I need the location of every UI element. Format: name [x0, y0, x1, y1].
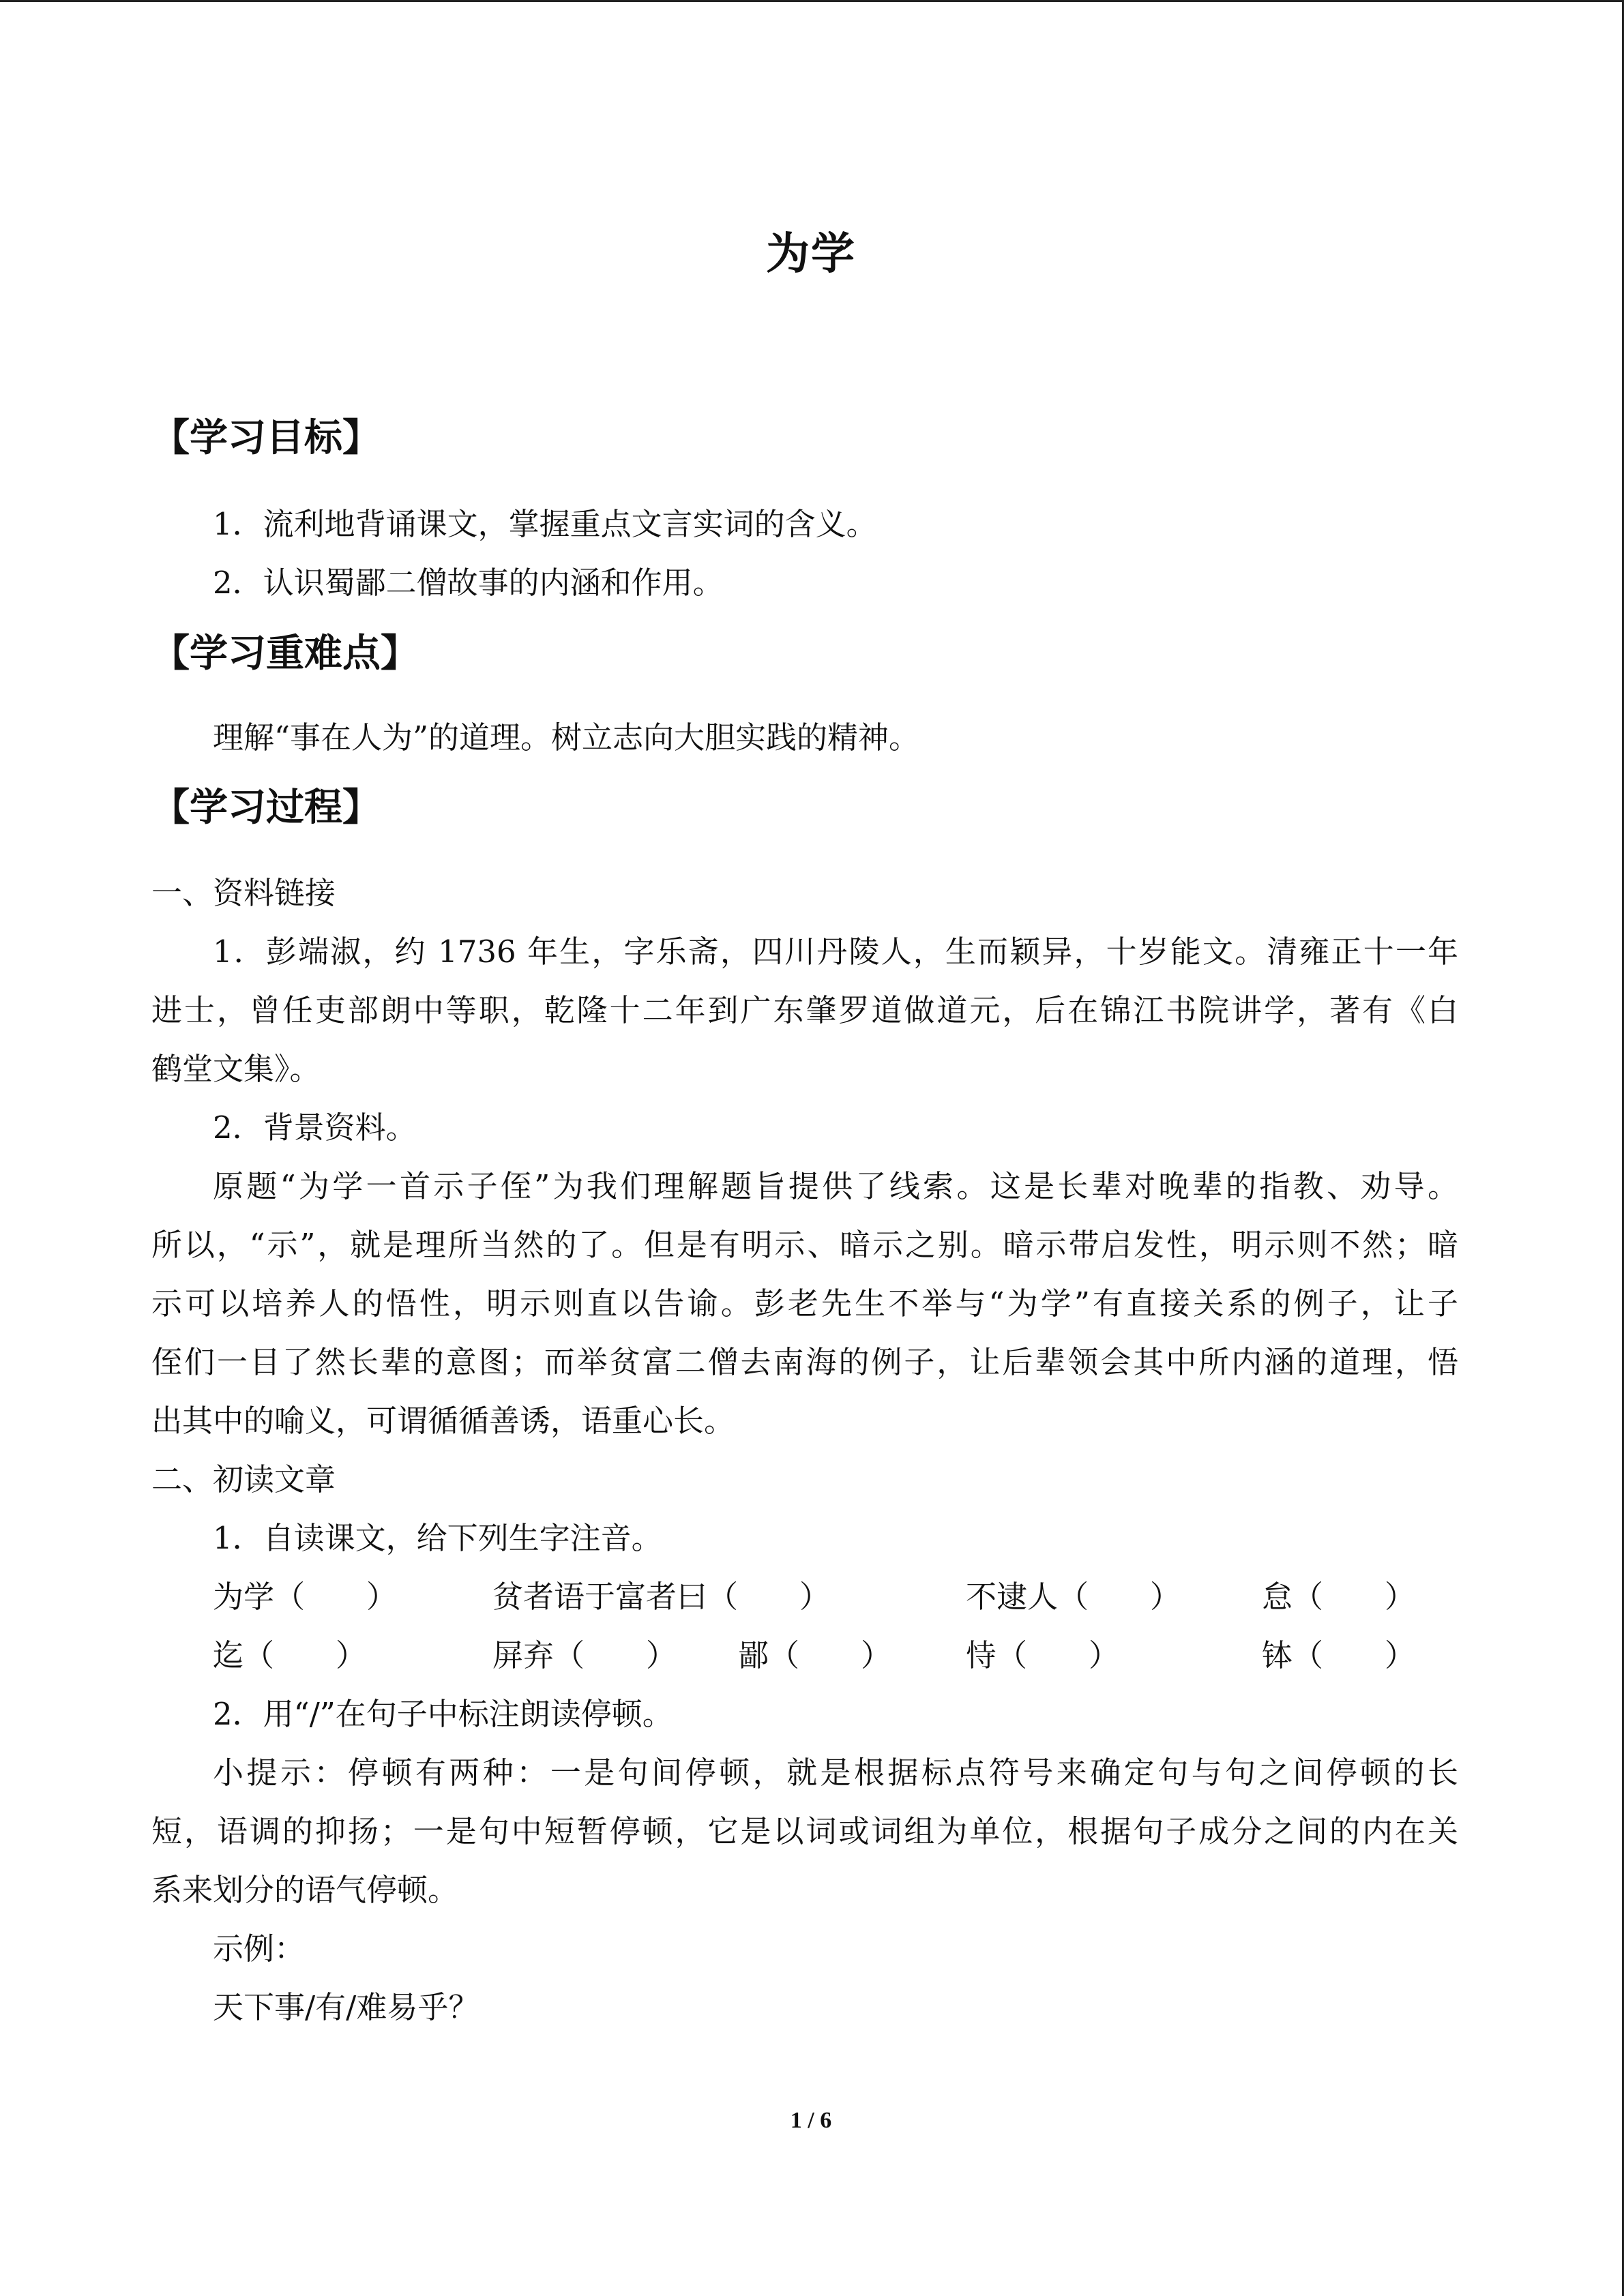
- list-item: 1．自读课文，给下列生字注音。: [213, 1520, 662, 1556]
- section-heading-key-points: 【学习重难点】: [151, 631, 419, 676]
- goal-item: 2．认识蜀鄙二僧故事的内涵和作用。: [213, 565, 724, 601]
- part-title: 二、初读文章: [151, 1461, 336, 1497]
- goal-item: 1．流利地背诵课文，掌握重点文言实词的含义。: [213, 506, 877, 542]
- page-title: 为学: [766, 228, 856, 280]
- pinyin-blank: 恃（ ）: [966, 1637, 1120, 1673]
- section-heading-goals: 【学习目标】: [151, 415, 381, 460]
- paragraph-line: 示可以培养人的悟性，明示则直以告谕。彭老先生不举与“为学”有直接关系的例子，让子: [151, 1285, 1458, 1322]
- page-number: 1 / 6: [790, 2108, 832, 2133]
- paragraph-line: 进士，曾任吏部朗中等职，乾隆十二年到广东肇罗道做道元，后在锦江书院讲学，著有《白: [151, 992, 1458, 1028]
- list-item: 2．背景资料。: [213, 1109, 417, 1146]
- example-text: 天下事/有/难易乎？: [213, 1989, 479, 2025]
- example-label: 示例：: [213, 1930, 306, 1967]
- pinyin-blank: 钵（ ）: [1262, 1637, 1416, 1673]
- paragraph-line: 小提示：停顿有两种：一是句间停顿，就是根据标点符号来确定句与句之间停顿的长: [213, 1755, 1458, 1791]
- list-item: 2．用“/”在句子中标注朗读停顿。: [213, 1696, 673, 1732]
- paragraph-line: 原题“为学一首示子侄”为我们理解题旨提供了线索。这是长辈对晚辈的指教、劝导。: [213, 1168, 1458, 1204]
- paragraph-line: 系来划分的语气停顿。: [151, 1872, 459, 1908]
- pinyin-blank: 鄙（ ）: [738, 1637, 892, 1673]
- paragraph-line: 短，语调的抑扬；一是句中短暂停顿，它是以词或词组为单位，根据句子成分之间的内在关: [151, 1813, 1458, 1849]
- paragraph-line: 鹤堂文集》。: [151, 1051, 321, 1087]
- paragraph-line: 1．彭端淑，约 1736 年生，字乐斋，四川丹陵人，生而颖异，十岁能文。清雍正十一年: [213, 934, 1458, 970]
- pinyin-blank: 为学（ ）: [213, 1579, 398, 1615]
- pinyin-blank: 贫者语于富者曰（ ）: [492, 1579, 831, 1615]
- part-title: 一、资料链接: [151, 875, 336, 911]
- pinyin-blank: 怠（ ）: [1262, 1579, 1416, 1615]
- pinyin-blank: 不逮人（ ）: [966, 1579, 1181, 1615]
- paragraph-line: 出其中的喻义，可谓循循善诱，语重心长。: [151, 1403, 735, 1439]
- paragraph-line: 侄们一目了然长辈的意图；而举贫富二僧去南海的例子，让后辈领会其中所内涵的道理，悟: [151, 1344, 1458, 1380]
- pinyin-blank: 迄（ ）: [213, 1637, 367, 1673]
- paragraph-line: 所以，“示”，就是理所当然的了。但是有明示、暗示之别。暗示带启发性，明示则不然；暗: [151, 1227, 1458, 1263]
- section-heading-process: 【学习过程】: [151, 785, 381, 830]
- pinyin-blank: 屏弃（ ）: [492, 1637, 677, 1673]
- key-points-text: 理解“事在人为”的道理。树立志向大胆实践的精神。: [213, 719, 920, 756]
